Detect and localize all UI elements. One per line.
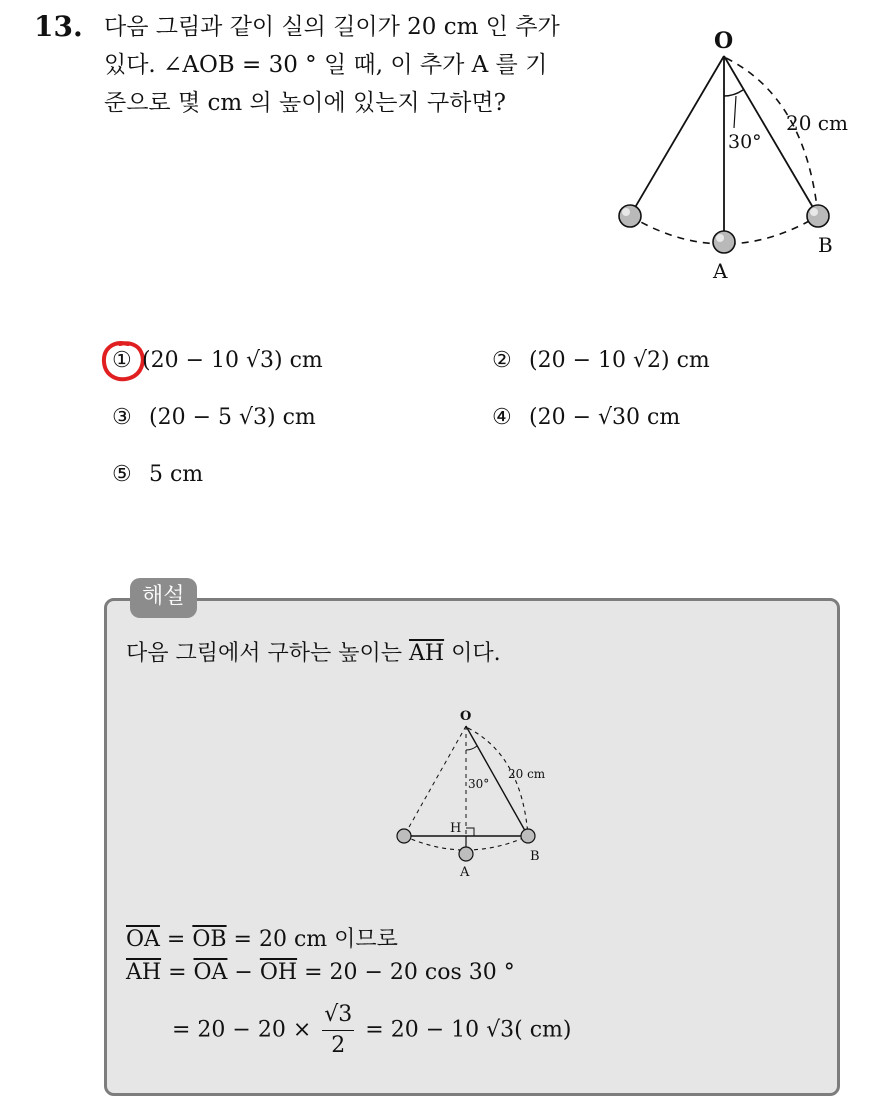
solution-intro [126,636,501,667]
label-b: B [818,233,833,257]
label-a: A [713,259,728,283]
solution-line-3 [172,1000,571,1061]
label-angle: 30° [728,131,762,153]
choice-3-mark: ③ [112,405,132,430]
question-number: 13. [34,10,83,43]
sol-label-angle: 30° [468,777,490,791]
solution-line-1 [126,922,398,953]
fraction-denominator: 2 [331,1033,346,1058]
sol-label-a: A [460,865,470,880]
ball-left [619,205,641,227]
segment-ah: $\overline{AH}$ [409,641,445,666]
solution-line-2 [126,960,515,985]
segment-ob: $\overline{OB}$ [192,927,227,952]
question-line-2: 있다. ∠AOB = 30 ° 일 때, 이 추가 A 를 기 [104,52,548,78]
choice-4[interactable] [492,405,680,430]
choice-2-mark: ② [492,348,512,373]
equals-sign: = [159,927,193,952]
solution-tag: 해설 [130,578,197,618]
segment-oa: $\overline{OA}$ [126,927,160,952]
choice-2[interactable] [492,348,710,373]
line-1-rest: = 20 cm 이므로 [226,927,398,952]
sol-label-h: H [450,821,462,836]
choice-1[interactable] [112,348,323,373]
choice-2-text: (20 − 10 √2) cm [529,348,710,373]
question-line-3: 준으로 몇 cm 의 높이에 있는지 구하면? [104,90,506,116]
fraction-numerator: √3 [322,1000,354,1031]
label-length: 20 cm [786,111,848,135]
question-text [104,8,594,122]
choice-5-mark: ⑤ [112,462,132,487]
choice-5-text: 5 cm [149,462,204,487]
choice-5[interactable] [112,462,203,487]
line-2-rest: = 20 − 20 cos 30 ° [297,960,515,985]
choice-3[interactable] [112,405,316,430]
choice-4-mark: ④ [492,405,512,430]
sol-label-length: 20 cm [508,767,546,781]
segment-oa-2: $\overline{OA}$ [193,960,228,985]
segment-oh: $\overline{OH}$ [259,960,298,985]
sol-label-b: B [530,849,540,864]
solution-intro-text: 다음 그림에서 구하는 높이는 [126,641,403,666]
ball-b [807,205,829,227]
choice-4-text: (20 − √30 cm [529,405,681,430]
segment-ah-2: $\overline{AH}$ [126,960,162,985]
choice-1-mark: ① [112,348,132,373]
solution-intro-end: 이다. [451,641,501,666]
equals-sign: = [161,960,194,985]
line-3-post: = 20 − 10 √3( cm) [365,1017,572,1043]
ball-a [713,231,735,253]
solution-figure [390,700,570,880]
fraction [322,1000,354,1061]
question-line-1: 다음 그림과 같이 실의 길이가 20 cm 인 추가 [104,14,560,40]
choice-1-text: (20 − 10 √3) cm [142,348,323,373]
choice-3-text: (20 − 5 √3) cm [149,405,316,430]
label-o: O [714,28,734,54]
minus-sign: − [227,960,260,985]
line-3-pre: = 20 − 20 × [172,1017,312,1043]
pendulum-figure [600,20,870,290]
sol-label-o: O [460,709,472,724]
